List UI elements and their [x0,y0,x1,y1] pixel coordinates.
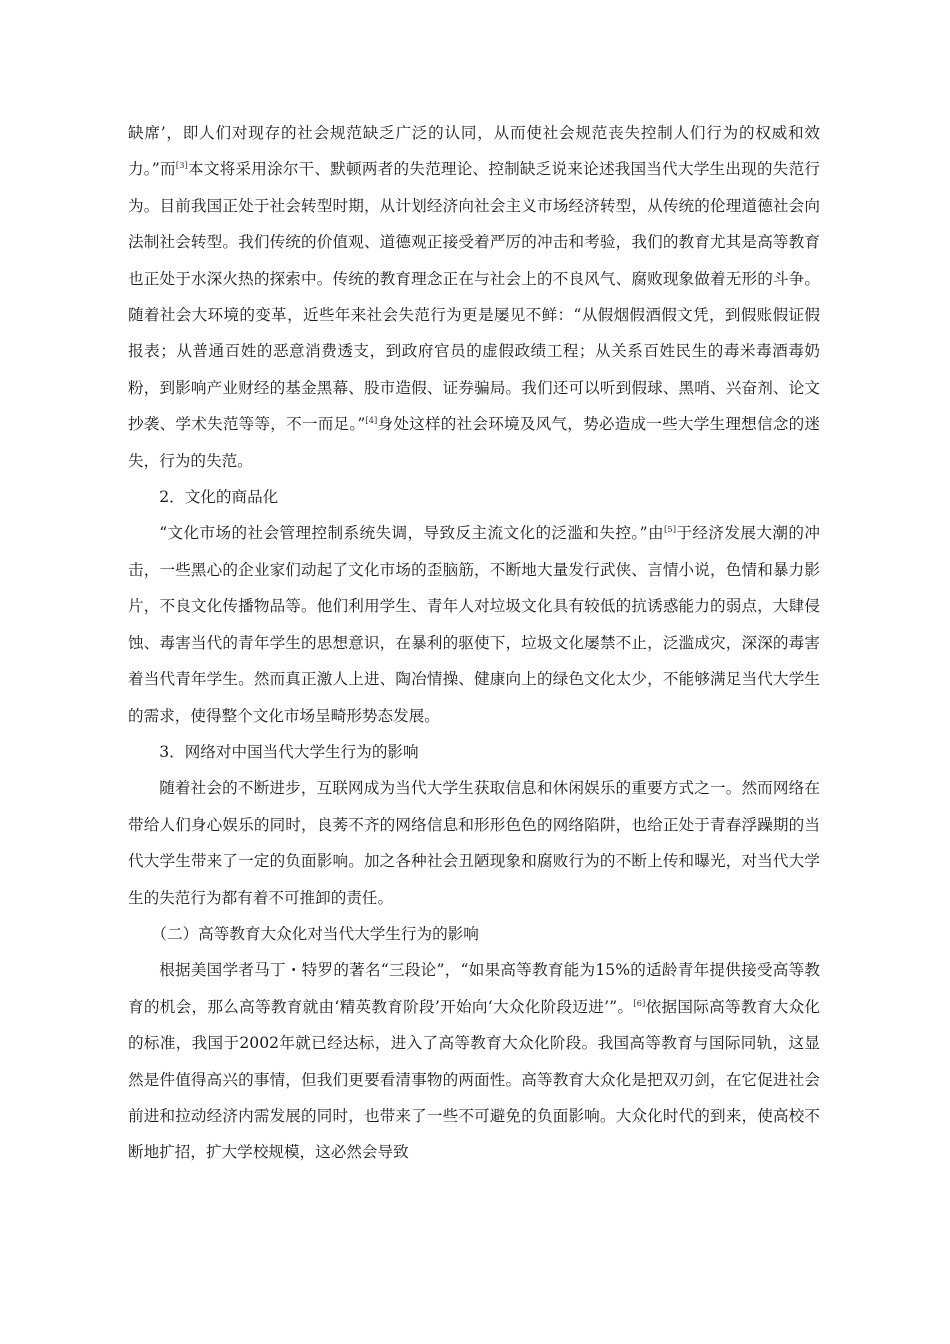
paragraph-1 [128,115,820,479]
paragraph-4 [128,952,820,1170]
citation-6: [6] [633,998,646,1009]
paragraph-3: 随着社会的不断进步，互联网成为当代大学生获取信息和休闲娱乐的重要方式之一。然而网络在带给人们身心娱乐的同时，良莠不齐的网络信息和形形色色的网络陷阱，也给正处于青春浮躁期的当代大学生带来了一定的负面影响。加之各种社会丑陋现象和腐败行为的不断上传和曝光，对当代大学生的失范行为都有着不可推卸的责任。 [128,779,820,907]
paragraph-4-text-a: 根据美国学者马丁・特罗的著名“三段论”，“如果高等教育能为15%的适龄青年提供接受高等教育的机会，那么高等教育就由‘精英教育阶段’开始向‘大众化阶段迈进’”。 [128,961,820,1016]
citation-5: [5] [663,525,677,536]
paragraph-1-text-b: 本文将采用涂尔干、默顿两者的失范理论、控制缺乏说来论述我国当代大学生出现的失范行为。目前我国正处于社会转型时期，从计划经济向社会主义市场经济转型，从传统的伦理道德社会向法制社会转型。我们传统的价值观、道德观正接受着严厉的冲击和考验，我们的教育尤其是高等教育也正处于水深火热的探索中。传统的教育理念正在与社会上的不良风气、腐败现象做着无形的斗争。随着社会大环境的变革，近些年来社会失范行为更是屡见不鲜：“从假烟假酒假文凭，到假账假证假报表；从普通百姓的恶意消费透支，到政府官员的虚假政绩工程；从关系百姓民生的毒米毒酒毒奶粉，到影响产业财经的基金黑幕、股市造假、证券骗局。我们还可以听到假球、黑哨、兴奋剂、论文抄袭、学术失范等等，不一而足。” [128,160,820,434]
section-heading-2: 2．文化的商品化 [159,488,279,507]
paragraph-4-text-b: 依据国际高等教育大众化的标准，我国于2002年就已经达标，进入了高等教育大众化阶段。我国高等教育与国际同轨，这显然是件值得高兴的事情，但我们更要看清事物的两面性。高等教育大众化是把双刃剑，在它促进社会前进和拉动经济内需发展的同时，也带来了一些不可避免的负面影响。大众化时代的到来，使高校不断地扩招，扩大学校规模，这必然会导致 [128,997,820,1162]
citation-4: [4] [365,416,378,427]
paragraph-2 [128,515,820,733]
paragraph-1-text-a: 缺席’，即人们对现存的社会规范缺乏广泛的认同，从而使社会规范丧失控制人们行为的权威和效力。”而 [128,124,820,179]
paragraph-1-text-c: 身处这样的社会环境及风气，势必造成一些大学生理想信念的迷失，行为的失范。 [128,415,820,470]
paragraph-2-text-b: 于经济发展大潮的冲击，一些黑心的企业家们动起了文化市场的歪脑筋，不断地大量发行武侠、言情小说，色情和暴力影片，不良文化传播物品等。他们利用学生、青年人对垃圾文化具有较低的抗诱惑能力的弱点，大肆侵蚀、毒害当代的青年学生的思想意识，在暴利的驱使下，垃圾文化屡禁不止，泛滥成灾，深深的毒害着当代青年学生。然而真正激人上进、陶冶情操、健康向上的绿色文化太少，不能够满足当代大学生的需求，使得整个文化市场呈畸形势态发展。 [128,524,820,725]
section-heading-3: 3．网络对中国当代大学生行为的影响 [159,742,419,761]
citation-3: [3] [175,161,188,172]
paragraph-2-text-a: “文化市场的社会管理控制系统失调，导致反主流文化的泛滥和失控。”由 [159,524,664,543]
document-body [128,115,820,1171]
subsection-heading-2: （二）高等教育大众化对当代大学生行为的影响 [151,924,479,943]
